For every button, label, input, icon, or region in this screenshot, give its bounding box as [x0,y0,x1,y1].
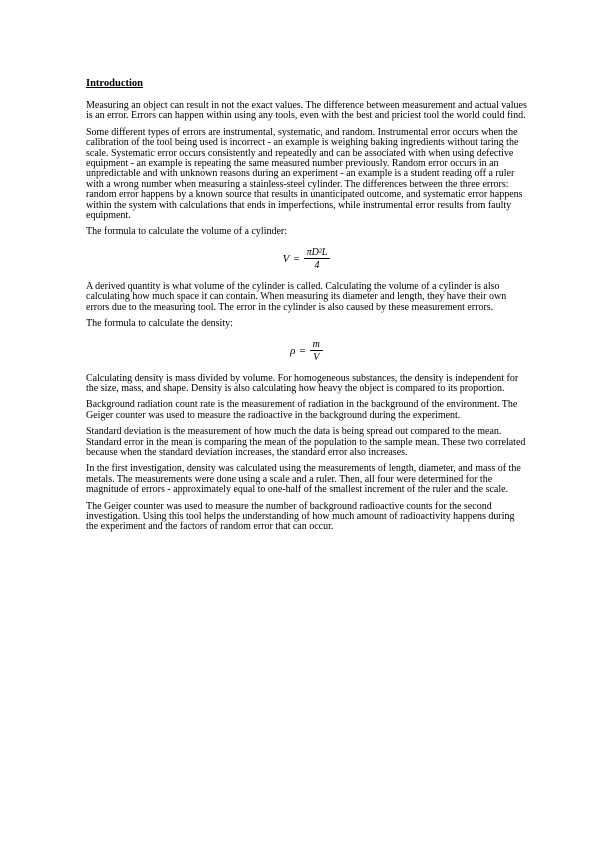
fraction-denominator: 4 [314,259,320,271]
fraction-denominator: V [313,351,320,363]
fraction-numerator: m [310,339,323,352]
formula-volume [86,247,527,271]
formula-lhs: ρ [290,344,296,357]
paragraph-standard-deviation: Standard deviation is the measurement of how much the data is being spread out compared to the mean. Standard error in the mean is comparing the mean of the population to the sample mean. These two correlated because when the standard deviation increases, the standard error also increases. [86,426,526,458]
paragraph-first-investigation: In the first investigation, density was calculated using the measurements of length, diameter, and mass of the metals. The measurements were done using a scale and a ruler. Then, all four were determined for the magnitude of errors - approximately equal to one-half of the smallest increment of the ruler and the scale. [86,463,521,496]
formula-equals: = [299,344,306,357]
paragraph-measurement-errors: Measuring an object can result in not the exact values. The difference between measurement and actual values is an error. Errors can happen within using any tools, even with the best and priciest tool the world could find. [86,100,527,122]
section-title: Introduction [86,78,143,89]
paragraph-background-radiation: Background radiation count rate is the measurement of radiation in the background of the environment. The Geiger counter was used to measure the radioactive in the background during the experiment. [86,399,518,421]
paragraph-density-explanation: Calculating density is mass divided by volume. For homogeneous substances, the density is independent for the size, mass, and shape. Density is also calculating how heavy the object is compared to its proportion. [86,372,519,394]
fraction-numerator: πD²L [304,247,331,260]
fraction [304,247,331,271]
paragraph-derived-quantity: A derived quantity is what volume of the cylinder is called. Calculating the volume of a cylinder is also calculating how much space it can contain. When measuring its diameter and length, they have their own errors due to the measuring tool. The error in the cylinder is also caused by these measurement errors. [86,280,507,313]
paragraph-volume-formula-intro: The formula to calculate the volume of a cylinder: [86,226,288,238]
formula-equals: = [293,252,300,265]
formula-density [86,339,527,363]
paragraph-error-types: Some different types of errors are instrumental, systematic, and random. Instrumental error occurs when the calibration of the tool being used is incorrect - an example is weighing baking ingredients without taring the scale. Systematic error occurs consistently and repeatedly and can be associated with when using defective equipment - an example is repeating the same measured number previously. Random error occurs in an unpredictable and with unknown reasons during an experiment - an example is a student reading off a ruler with a wrong number when measuring a stainless-steel cylinder. The differences between the three errors: random error happens by a known source that results in unanticipated outcome, and systematic error happens within the system with calculations that ends in imperfections, while instrumental error results from faulty equipment. [86,126,523,222]
formula-lhs: V [282,252,290,265]
paragraph-density-formula-intro: The formula to calculate the density: [86,318,233,330]
paragraph-second-investigation: The Geiger counter was used to measure the number of background radioactive counts for the second investigation. Using this tool helps the understanding of how much amount of radioactivity happens during the experiment and the factors of random error that can occur. [86,500,515,533]
fraction [310,339,323,363]
